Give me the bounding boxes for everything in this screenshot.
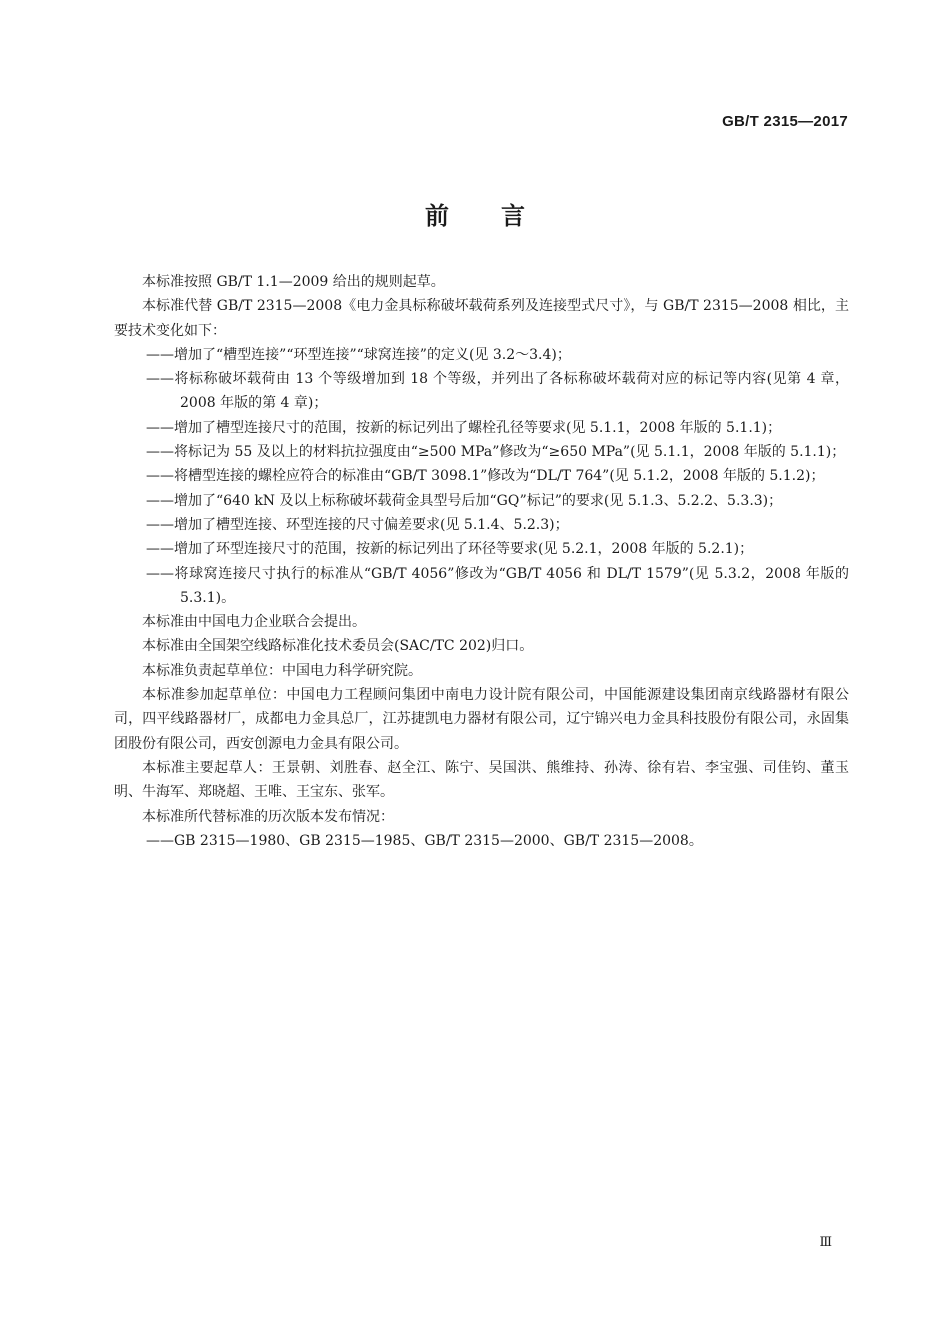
history-item: ——GB 2315—1980、GB 2315—1985、GB/T 2315—2000、GB/T 2315—2008。 xyxy=(114,829,849,853)
change-item: ——增加了槽型连接尺寸的范围，按新的标记列出了螺栓孔径等要求(见 5.1.1，2008 年版的 5.1.1)； xyxy=(114,416,849,440)
paragraph-history-heading: 本标准所代替标准的历次版本发布情况： xyxy=(142,808,394,825)
page-title xyxy=(0,196,950,231)
change-item: ——增加了槽型连接、环型连接的尺寸偏差要求(见 5.1.4、5.2.3)； xyxy=(114,513,849,537)
preface-body xyxy=(114,270,849,853)
dash-marker: —— xyxy=(146,832,174,849)
dash-marker: —— xyxy=(146,371,174,388)
change-item: ——将槽型连接的螺栓应符合的标准由“GB/T 3098.1”修改为“DL/T 764”(见 5.1.2，2008 年版的 5.1.2)； xyxy=(114,464,849,488)
dash-marker: —— xyxy=(146,516,174,533)
dash-marker: —— xyxy=(146,492,174,509)
change-item: ——将标记为 55 及以上的材料抗拉强度由“≥500 MPa”修改为“≥650 MPa”(见 5.1.1，2008 年版的 5.1.1)； xyxy=(114,440,849,464)
paragraph-lead-drafter: 本标准负责起草单位：中国电力科学研究院。 xyxy=(142,662,422,679)
change-item: ——将标称破坏载荷由 13 个等级增加到 18 个等级，并列出了各标称破坏载荷对应的标记等内容(见第 4 章，2008 年版的第 4 章)； xyxy=(114,367,849,416)
dash-marker: —— xyxy=(146,541,174,558)
dash-marker: —— xyxy=(146,468,174,485)
change-item: ——将球窝连接尺寸执行的标准从“GB/T 4056”修改为“GB/T 4056 和 DL/T 1579”(见 5.3.2，2008 年版的 5.3.1)。 xyxy=(114,562,849,611)
title-char-1: 前 xyxy=(425,202,449,230)
paragraph-committee: 本标准由全国架空线路标准化技术委员会(SAC/TC 202)归口。 xyxy=(142,638,534,655)
title-char-2: 言 xyxy=(501,202,525,230)
change-item: ——增加了“槽型连接”“环型连接”“球窝连接”的定义(见 3.2～3.4)； xyxy=(114,343,849,367)
standard-code: GB/T 2315—2017 xyxy=(722,113,848,130)
paragraph-drafting-rules: 本标准按照 GB/T 1.1—2009 给出的规则起草。 xyxy=(142,274,445,290)
dash-marker: —— xyxy=(146,565,174,582)
dash-marker: —— xyxy=(146,346,174,363)
change-item: ——增加了环型连接尺寸的范围，按新的标记列出了环径等要求(见 5.2.1，2008 年版的 5.2.1)； xyxy=(114,537,849,561)
page-number: Ⅲ xyxy=(819,1235,832,1250)
change-item: ——增加了“640 kN 及以上标称破坏载荷金具型号后加“GQ”标记”的要求(见 5.1.3、5.2.2、5.3.3)； xyxy=(114,489,849,513)
dash-marker: —— xyxy=(146,419,174,436)
paragraph-participants: 本标准参加起草单位：中国电力工程顾问集团中南电力设计院有限公司，中国能源建设集团南京线路器材有限公司，四平线路器材厂，成都电力金具总厂，江苏捷凯电力器材有限公司，辽宁锦兴电力金具科技股份有限公司，永固集团股份有限公司，西安创源电力金具有限公司。 xyxy=(114,687,849,752)
paragraph-replacement: 本标准代替 GB/T 2315—2008《电力金具标称破坏载荷系列及连接型式尺寸》，与 GB/T 2315—2008 相比，主要技术变化如下： xyxy=(114,298,849,339)
dash-marker: —— xyxy=(146,444,174,461)
paragraph-drafters: 本标准主要起草人：王景朝、刘胜春、赵全江、陈宁、吴国洪、熊维持、孙涛、徐有岩、李宝强、司佳钧、董玉明、牛海军、郑晓超、王唯、王宝东、张军。 xyxy=(114,759,849,801)
paragraph-proposer: 本标准由中国电力企业联合会提出。 xyxy=(142,614,366,631)
